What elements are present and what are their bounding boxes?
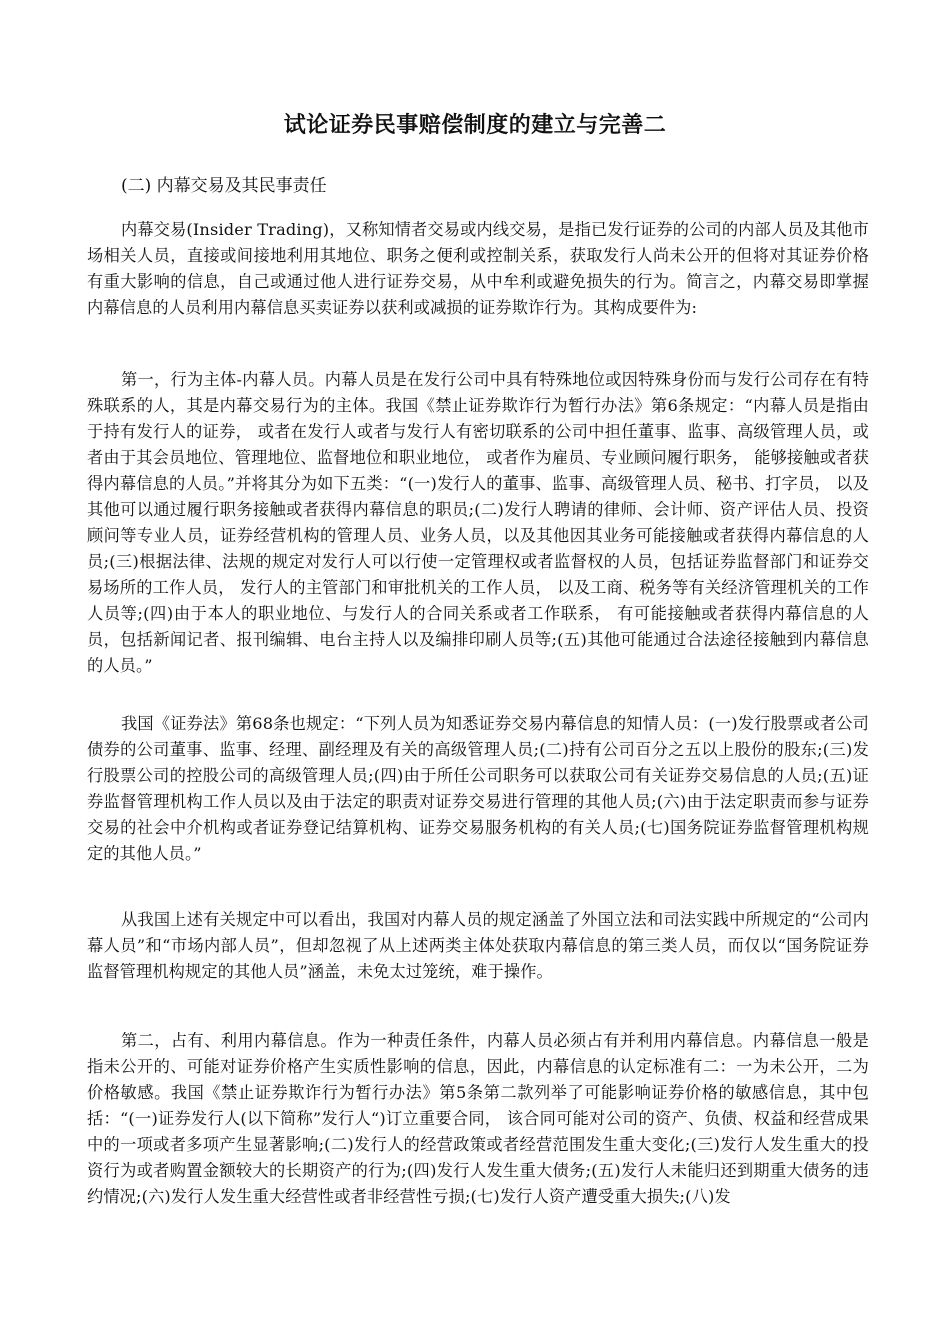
- paragraph-analysis-of-provisions: 从我国上述有关规定中可以看出，我国对内幕人员的规定涵盖了外国立法和司法实践中所规定的“公司内幕人员”和“市场内部人员”，但却忽视了从上述两类主体处获取内幕信息的第三类人员，而仅以“国务院证券监督管理机构规定的其他人员”涵盖，未免太过笼统，难于操作。: [87, 910, 869, 981]
- paragraph-first-element-insiders: 第一，行为主体-内幕人员。内幕人员是在发行公司中具有特殊地位或因特殊身份而与发行公司存在有特殊联系的人，其是内幕交易行为的主体。我国《禁止证券欺诈行为暂行办法》第6条规定：“内幕人员是指由于持有发行人的证券， 或者在发行人或者与发行人有密切联系的公司中担任董事、监事、高级管理人员，或者由于其会员地位、管理地位、监督地位和职业地位， 或者作为雇员、专业顾问履行职务， 能够接触或者获得内幕信息的人员。”并将其分为如下五类：“(一)发行人的董事、监事、高级管理人员、秘书、打字员， 以及其他可以通过履行职务接触或者获得内幕信息的职员;(二)发行人聘请的律师、会计师、资产评估人员、投资顾问等专业人员，证券经营机构的管理人员、业务人员，以及其他因其业务可能接触或者获得内幕信息的人员;(三)根据法律、法规的规定对发行人可以行使一定管理权或者监督权的人员，包括证券监督部门和证券交易场所的工作人员， 发行人的主管部门和审批机关的工作人员， 以及工商、税务等有关经济管理机关的工作人员等;(四)由于本人的职业地位、与发行人的合同关系或者工作联系， 有可能接触或者获得内幕信息的人员，包括新闻记者、报刊编辑、电台主持人以及编排印刷人员等;(五)其他可能通过合法途径接触到内幕信息的人员。”: [87, 370, 869, 675]
- paragraph-second-element-inside-information: 第二，占有、利用内幕信息。作为一种责任条件，内幕人员必须占有并利用内幕信息。内幕信息一般是指未公开的、可能对证券价格产生实质性影响的信息，因此，内幕信息的认定标准有二：一为未公开，二为价格敏感。我国《禁止证券欺诈行为暂行办法》第5条第二款列举了可能影响证券价格的敏感信息，其中包括：“(一)证券发行人(以下简称”发行人“)订立重要合同， 该合同可能对公司的资产、负债、权益和经营成果中的一项或者多项产生显著影响;(二)发行人的经营政策或者经营范围发生重大变化;(三)发行人发生重大的投资行为或者购置金额较大的长期资产的行为;(四)发行人发生重大债务;(五)发行人未能归还到期重大债务的违约情况;(六)发行人发生重大经营性或者非经营性亏损;(七)发行人资产遭受重大损失;(八)发: [87, 1031, 869, 1206]
- section-heading: (二) 内幕交易及其民事责任: [121, 176, 327, 196]
- paragraph-insider-trading-definition: 内幕交易(Insider Trading)，又称知情者交易或内线交易，是指已发行证券的公司的内部人员及其他市场相关人员，直接或间接地利用其地位、职务之便利或控制关系，获取发行人尚未公开的但将对其证券价格有重大影响的信息，自己或通过他人进行证券交易，从中牟利或避免损失的行为。简言之，内幕交易即掌握内幕信息的人员利用内幕信息买卖证券以获利或减损的证券欺诈行为。其构成要件为:: [87, 220, 869, 317]
- document-title: 试论证券民事赔偿制度的建立与完善二: [283, 113, 667, 138]
- paragraph-securities-law-article-68: 我国《证券法》第68条也规定：“下列人员为知悉证券交易内幕信息的知情人员：(一)发行股票或者公司债券的公司董事、监事、经理、副经理及有关的高级管理人员;(二)持有公司百分之五以上股份的股东;(三)发行股票公司的控股公司的高级管理人员;(四)由于所任公司职务可以获取公司有关证券交易信息的人员;(五)证券监督管理机构工作人员以及由于法定的职责对证券交易进行管理的其他人员;(六)由于法定职责而参与证券交易的社会中介机构或者证券登记结算机构、证券交易服务机构的有关人员;(七)国务院证券监督管理机构规定的其他人员。”: [87, 714, 869, 863]
